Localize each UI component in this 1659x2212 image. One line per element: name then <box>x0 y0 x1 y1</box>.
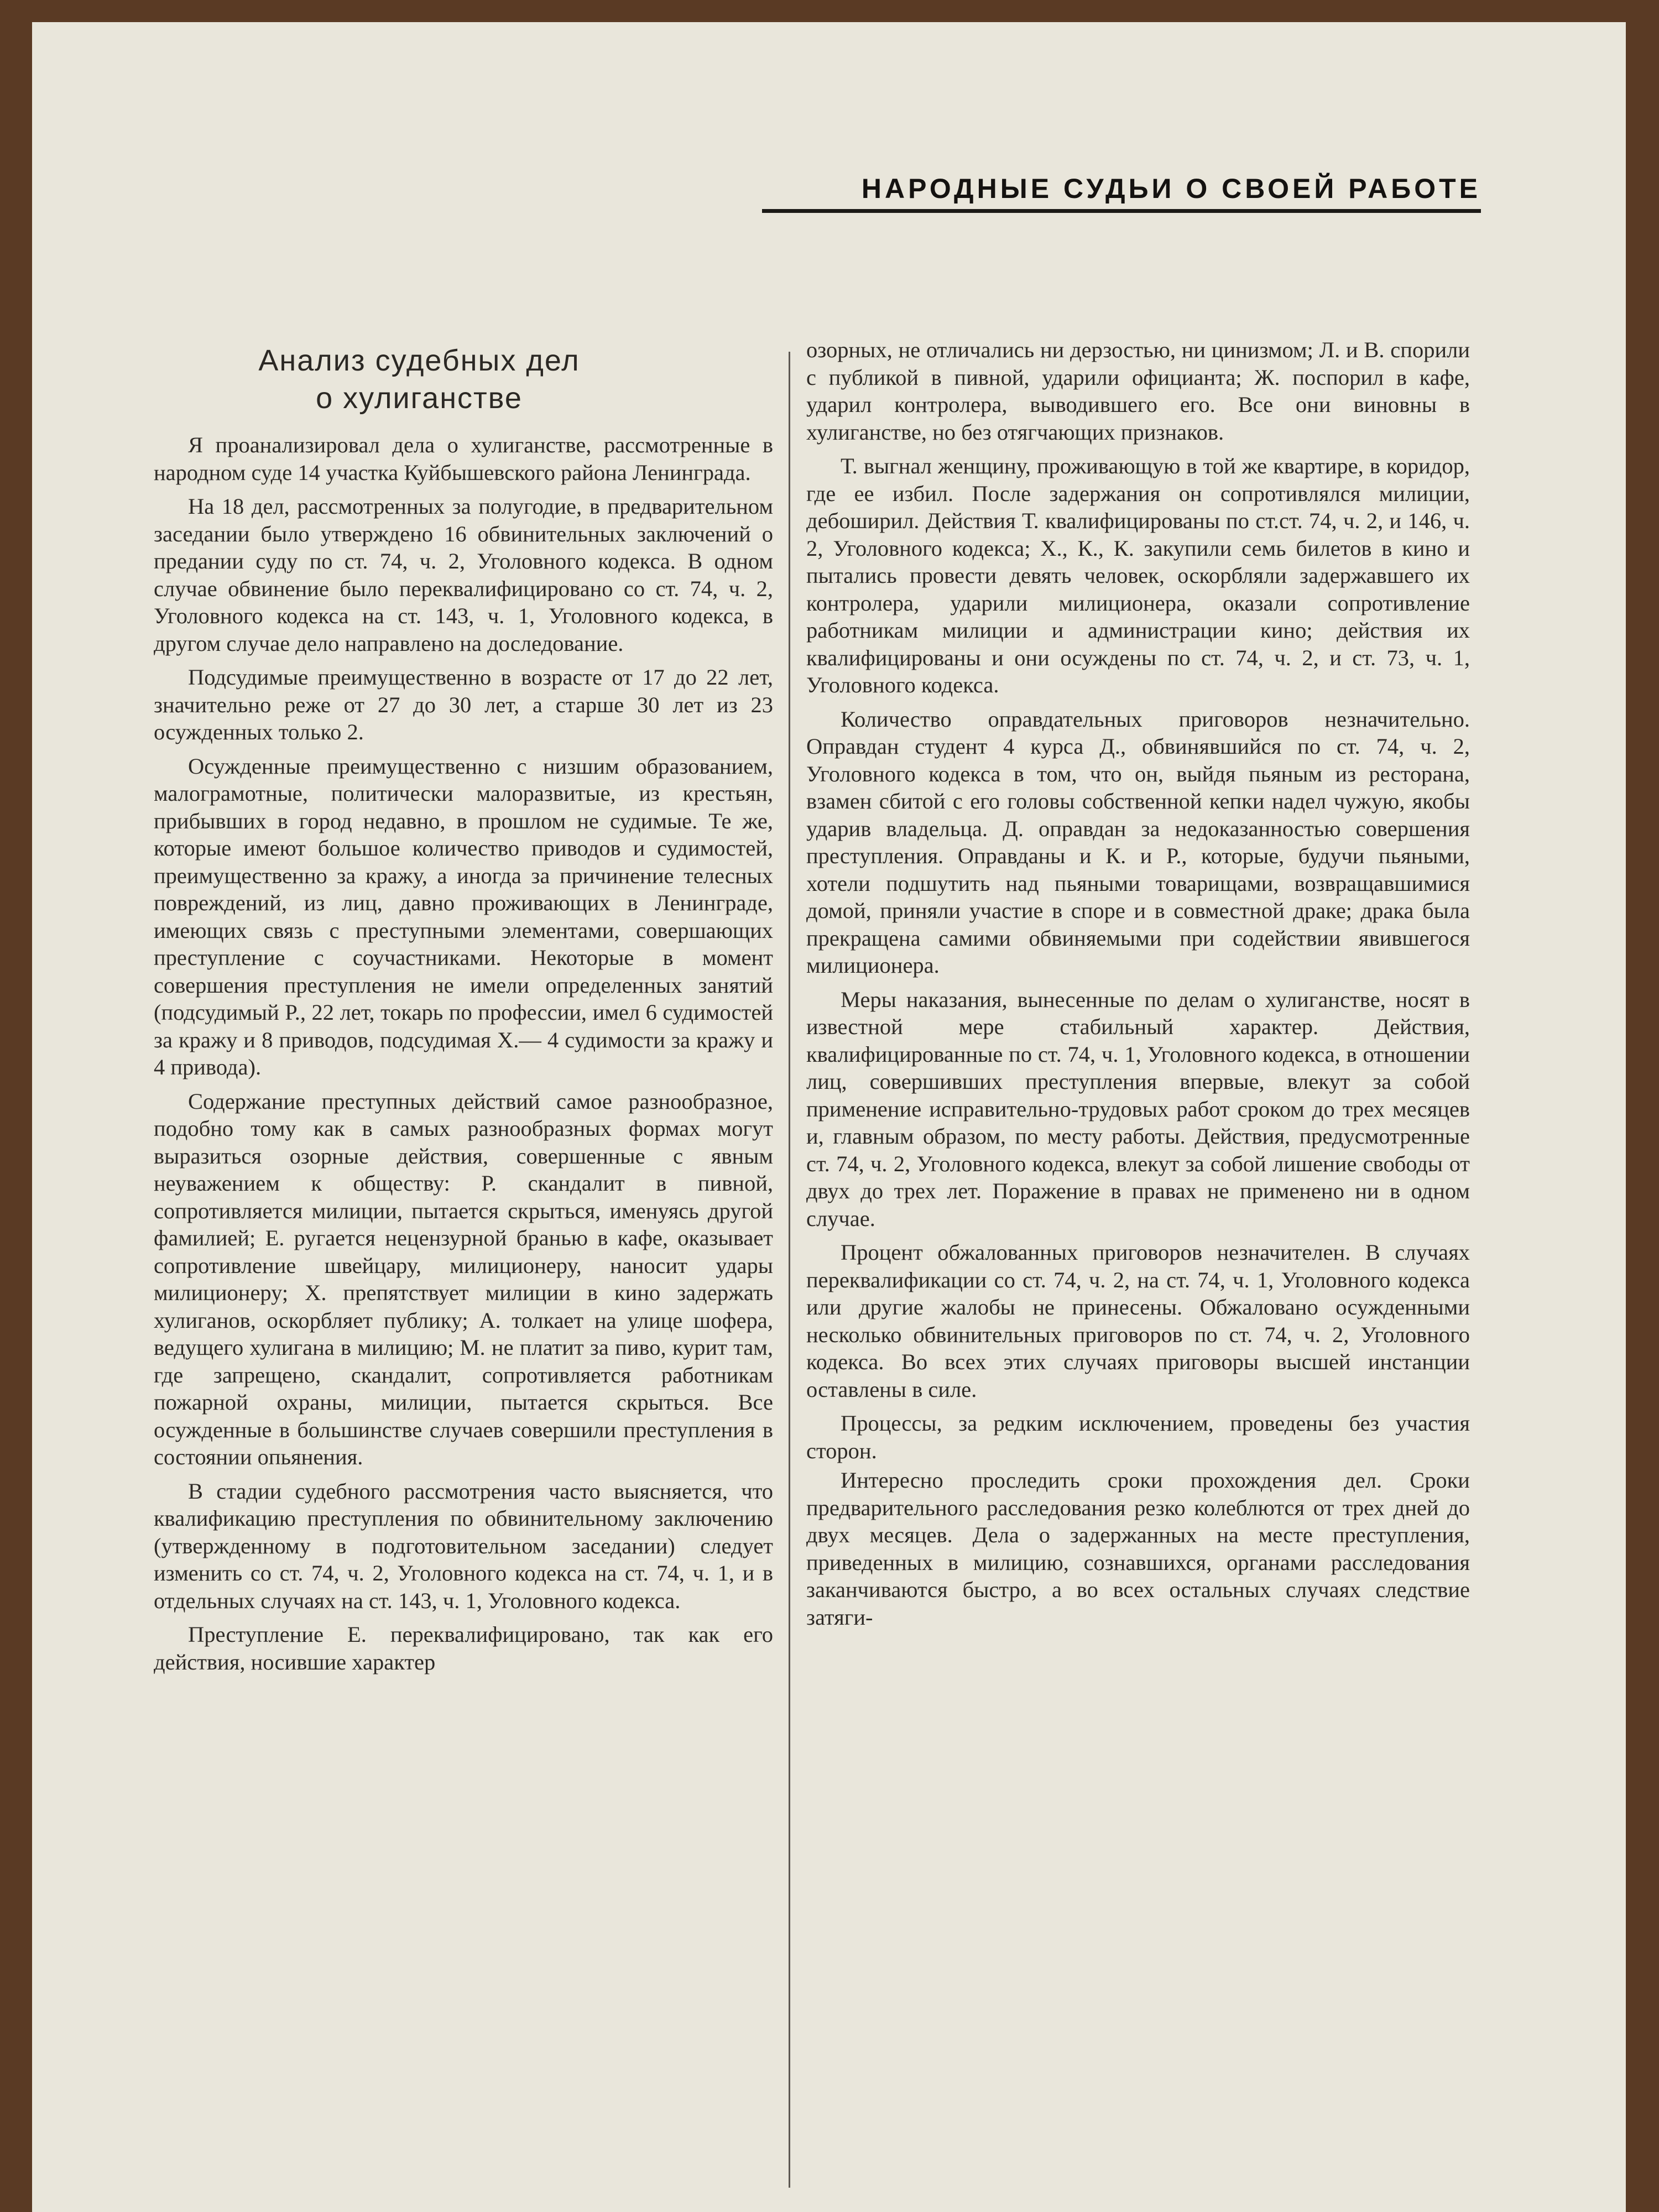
paragraph: Подсудимые преимущественно в возрасте от 17 до 22 лет, значительно реже от 27 до 30 лет, а старше 30 лет из 23 осужденных только 2. <box>154 665 773 744</box>
paragraph: Я проанализировал дела о хулиганстве, рассмотренные в народном суде 14 участка Куйбышевского района Ленинграда. <box>154 432 773 485</box>
paragraph: Т. выгнал женщину, проживающую в той же квартире, в коридор, где ее избил. После задержания он сопротивлялся милиции, дебоширил. Действия Т. квалифицированы по ст.ст. 74, ч. 2, и 146, ч. 2, Уголовного кодекса; Х., К., К. закупили семь билетов в кино и пытались провести девять человек, оскорбляли задержавшего их контролера, ударили милиционера, оказали сопротивление работникам милиции и администрации кино; действия их квалифицированы и они осуждены по ст. 74, ч. 2, и ст. 73, ч. 1, Уголовного кодекса. <box>806 453 1470 697</box>
paragraph: Меры наказания, вынесенные по делам о хулиганстве, носят в известной мере стабильный характер. Действия, квалифицированные по ст. 74, ч. 1, Уголовного кодекса, в отношении лиц, совершивших преступления впервые, влекут за собой применение исправительно-трудовых работ сроком до трех месяцев и, главным образом, по месту работы. Действия, предусмотренные ст. 74, ч. 2, Уголовного кодекса, влекут за собой лишение свободы от двух до трех лет. Поражение в правах не применено ни в одном случае. <box>806 987 1470 1231</box>
article-title-line-2: о хулиганстве <box>316 382 523 415</box>
article-title-line-1: Анализ судебных дел <box>258 344 580 377</box>
left-column <box>154 431 773 2190</box>
paragraph: Осужденные преимущественно с низшим образованием, малограмотные, политически малоразвитые, из крестьян, прибывших в город недавно, в прошлом не судимые. Те же, которые имеют большое количество приводов и судимостей, преимущественно за кражу, а иногда за причинение телесных повреждений, из лиц, давно проживающих в Ленинграде, имеющих связь с преступными элементами, совершающих преступление с соучастниками. Некоторые в момент совершения преступления не имели определенных занятий (подсудимый Р., 22 лет, токарь по профессии, имел 6 судимостей за кражу и 8 приводов, подсудимая Х.— 4 судимости за кражу и 4 привода). <box>154 753 773 1079</box>
paragraph: Количество оправдательных приговоров незначительно. Оправдан студент 4 курса Д., обвинявшийся по ст. 74, ч. 2, Уголовного кодекса в том, что он, выйдя пьяным из ресторана, взамен сбитой с его головы собственной кепки надел чужую, якобы ударив владельца. Д. оправдан за недоказанностью совершения преступления. Оправданы и К. и Р., которые, будучи пьяными, хотели подшутить над пьяными товарищами, возвращавшимися домой, приняли участие в споре и в совместной драке; драка была прекращена самими обвиняемыми при содействии явившегося милиционера. <box>806 706 1470 978</box>
article-title <box>170 342 668 417</box>
paragraph: Интересно проследить сроки прохождения дел. Сроки предварительного расследования резко колеблются от трех дней до двух месяцев. Дела о задержанных на месте преступления, приведенных в милицию, сознавшихся, органами расследования заканчиваются быстро, а во всех остальных случаях следствие затяги- <box>806 1468 1470 1630</box>
paragraph: Процент обжалованных приговоров незначителен. В случаях переквалификации со ст. 74, ч. 2, на ст. 74, ч. 1, Уголовного кодекса или другие жалобы не принесены. Обжаловано осужденными несколько обвинительных приговоров по ст. 74, ч. 2, Уголовного кодекса. Во всех этих случаях приговоры высшей инстанции оставлены в силе. <box>806 1240 1470 1402</box>
paragraph: В стадии судебного рассмотрения часто выясняется, что квалификацию преступления по обвинительному заключению (утвержденному в подготовительном заседании) следует изменить со ст. 74, ч. 2, Уголовного кодекса на ст. 74, ч. 1, и в отдельных случаях на ст. 143, ч. 1, Уголовного кодекса. <box>154 1478 773 1613</box>
paragraph: Процессы, за редким исключением, проведены без участия сторон. <box>806 1411 1470 1463</box>
paragraph: Содержание преступных действий самое разнообразное, подобно тому как в самых разнообразных формах могут выразиться озорные действия, совершенные с явным неуважением к обществу: Р. скандалит в пивной, сопротивляется милиции, пытается скрыться, именуясь другой фамилией; Е. ругается нецензурной бранью в кафе, оказывает сопротивление швейцару, милиционеру, наносит удары милиционеру; Х. препятствует милиции в кино задержать хулиганов, оскорбляет публику; А. толкает на улице шофера, ведущего хулигана в милицию; М. не платит за пиво, курит там, где запрещено, скандалит, сопротивляется работникам пожарной охраны, милиции, пытается скрыться. Все осужденные в большинстве случаев совершили преступления в состоянии опьянения. <box>154 1088 773 1469</box>
running-header: НАРОДНЫЕ СУДЬИ О СВОЕЙ РАБОТЕ <box>762 173 1481 213</box>
paragraph: На 18 дел, рассмотренных за полугодие, в предварительном заседании было утверждено 16 обвинительных заключений о предании суду по ст. 74, ч. 2, Уголовного кодекса. В одном случае обвинение было переквалифицировано со ст. 74, ч. 2, Уголовного кодекса на ст. 143, ч. 1, Уголовного кодекса, в другом случае дело направлено на доследование. <box>154 494 773 656</box>
right-column <box>806 336 1470 2183</box>
magazine-page <box>32 22 1626 2212</box>
paragraph: озорных, не отличались ни дерзостью, ни цинизмом; Л. и В. спорили с публикой в пивной, ударили официанта; Ж. поспорил в кафе, ударил контролера, выводившего его. Все они виновны в хулиганстве, но без отягчающих признаков. <box>806 337 1470 445</box>
paragraph: Преступление Е. переквалифицировано, так как его действия, носившие характер <box>154 1622 773 1674</box>
column-divider <box>789 352 790 2188</box>
